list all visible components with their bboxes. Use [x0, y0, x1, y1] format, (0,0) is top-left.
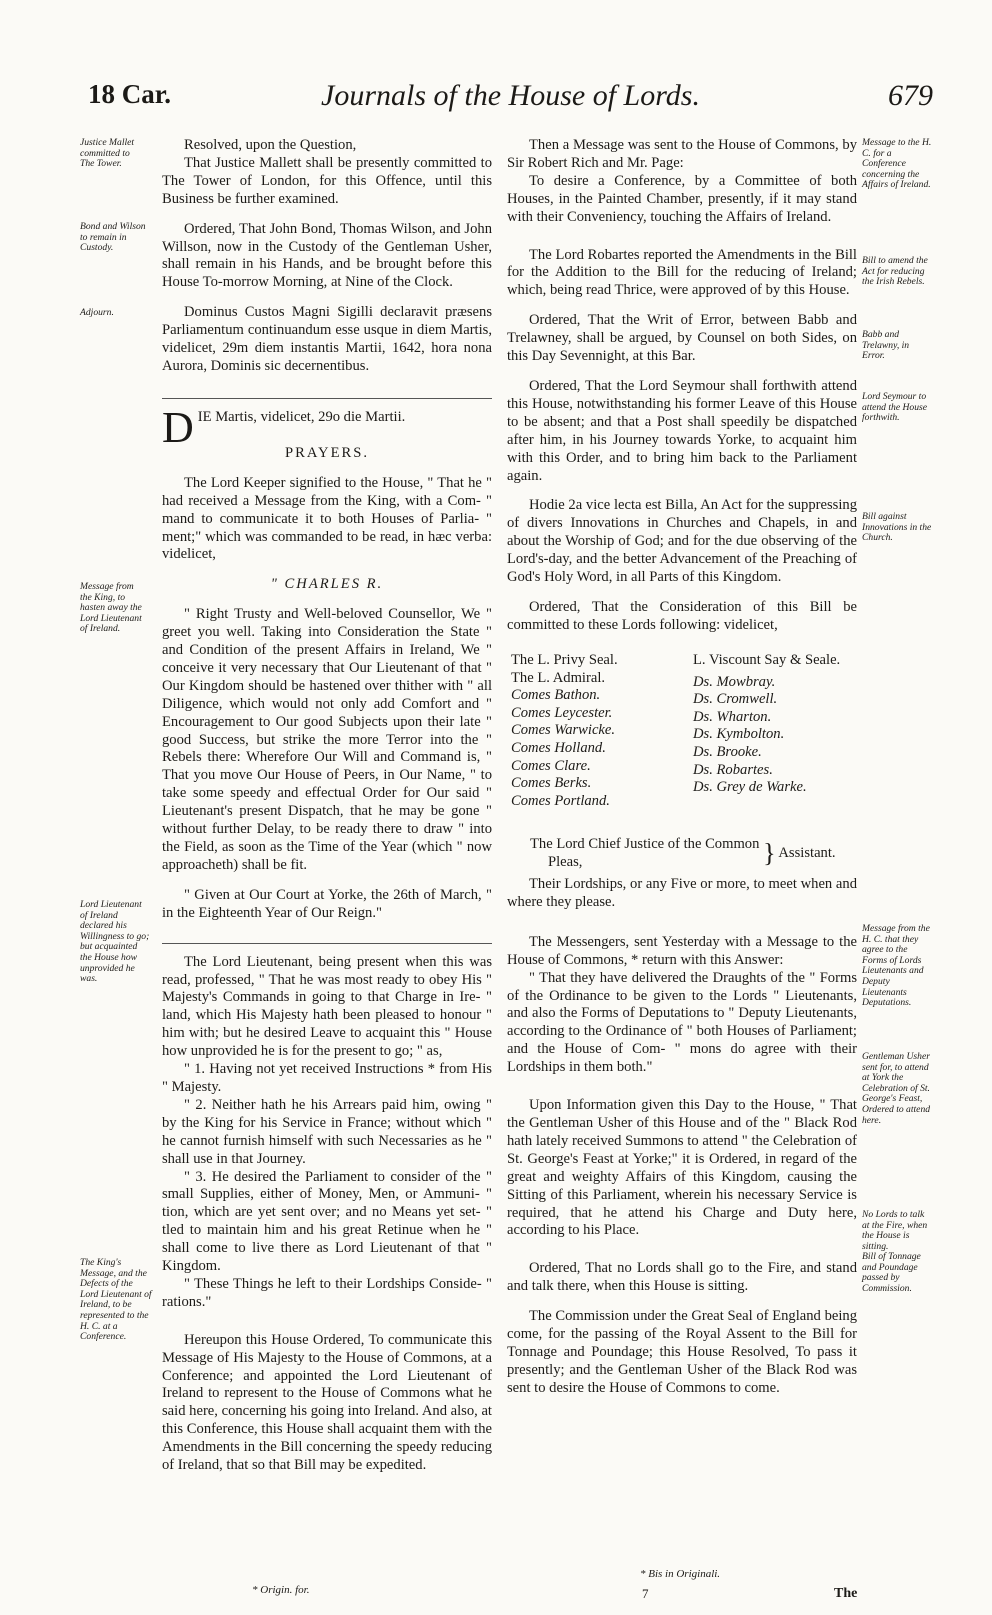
day-heading-text: IE Martis, videlicet, 29o die Martii.: [197, 408, 406, 425]
paragraph: Ordered, That the Consideration of this Bill be committed to these Lords following: videlicet,: [507, 598, 857, 633]
paragraph: The Commission under the Great Seal of England being come, for the passing of the Royal Assent to the Bill for Tonnage and Poundage; this House Resolved, To pass it presently; and the Gentleman Usher of the Black Rod was sent to desire the House of Commons to come.: [507, 1308, 857, 1396]
lord-entry: The L. Admiral.: [511, 669, 606, 686]
paragraph: The Messengers, sent Yesterday with a Message to the House of Commons, * return with this Answer:: [507, 933, 857, 968]
paragraph: Ordered, That no Lords shall go to the Fire, and stand and talk there, when this House is sitting.: [507, 1260, 857, 1295]
paragraph: Ordered, That the Lord Seymour shall forthwith attend this House, notwithstanding his former Leave of this House to be absent; and that a Post shall speedily be dispatched after him, in his Journey towards Yorke, to acquaint him with this Order, and to bring him back to the Parliament again.: [507, 377, 857, 484]
margin-note: Message from the H. C. that they agree to the Forms of Lords Lieutenants and Deputy Lieutenants Deputations.: [862, 923, 930, 1009]
margin-note: Message from the King, to hasten away the Lord Lieutenant of Ireland.: [80, 581, 142, 635]
margin-note: Babb and Trelawny, in Error.: [862, 329, 910, 362]
lord-entry: Comes Portland.: [511, 792, 610, 809]
margin-note: The King's Message, and the Defects of the Lord Lieutenant of Ireland, to be represented to the H. C. at a Conference.: [80, 1257, 152, 1343]
running-title: Journals of the House of Lords.: [321, 79, 700, 112]
lord-entry: Comes Leycester.: [511, 704, 613, 721]
letter-date: " Given at Our Court at Yorke, the 26th of March, " in the Eighteenth Year of Our Reign.": [162, 886, 492, 921]
lord-entry: Comes Bathon.: [511, 687, 601, 704]
paragraph: Upon Information given this Day to the House, " That the Gentleman Usher of this House and of the " Black Rod hath lately received Summons to attend " the Celebration of St. George's Feast at Yorke;" it is Ordered, in regard of the great and weighty Affairs of this Kingdom, causing the Sitting of this Parliament, wherein his necessary Service is required, that he attend his Charge and Duty here, according to his Place.: [507, 1097, 857, 1239]
margin-note: Bond and Wilson to remain in Custody.: [80, 221, 146, 254]
margin-note: No Lords to talk at the Fire, when the House is sitting.: [862, 1209, 928, 1252]
paragraph: Dominus Custos Magni Sigilli declaravit præsens Parliamentum continuandum esse usque in diem Martis, videlicet, 29m diem instantis Martii, 1642, hora nona Aurora, Dominis sic decernentibus.: [162, 304, 492, 374]
margin-note: Adjourn.: [80, 307, 114, 318]
page-number: 679: [888, 79, 933, 112]
lord-entry: Ds. Robartes.: [693, 761, 773, 778]
paragraph: Hereupon this House Ordered, To communicate this Message of His Majesty to the House of Commons, at a Conference; and appointed the Lord Lieutenant of Ireland to represent to the House of Commons what he said here, concerning his going into Ireland. And also, at this Conference, this House shall acquaint them with the Amendments in the Bill concerning the speedy reducing of Ireland, that so that Bill may be expedited.: [162, 1331, 492, 1474]
paragraph: Their Lordships, or any Five or more, to meet when and where they please.: [507, 876, 857, 910]
margin-note: Gentleman Usher sent for, to attend at York the Celebration of St. George's Feast, Ordered to attend here.: [862, 1051, 931, 1126]
drop-cap: D: [162, 402, 194, 452]
paragraph: " That they have delivered the Draughts of the " Forms of the Ordinance to be given to the Lords " Lieutenants, and also the Forms of Deputations to " Deputy Lieutenants, according to the Ordinance of " both Houses of Parliament; and the House of Com- " mons do agree with their Lordships in them both.": [507, 969, 857, 1076]
committee-list-right: [693, 652, 868, 797]
lord-entry: Comes Berks.: [511, 775, 592, 792]
margin-note: Bill to amend the Act for reducing the Irish Rebels.: [862, 255, 928, 288]
paragraph: " 3. He desired the Parliament to consider of the " small Supplies, either of Money, Men, or Ammuni- " tion, which are yet sent over; and no Means yet set- " tled to maintain him and his great Retinue when he " shall come to live there as Lord Lieutenant of that " Kingdom.: [162, 1168, 492, 1275]
letter-body: " Right Trusty and Well-beloved Counsellor, We " greet you well. Taking into Consideration the State " and Condition of the present Affairs in Ireland, We " conceive it very necessary that Our Lieutenant of that " Our Kingdom should be hastened over thither with " all Diligence, which would not only add Comfort and " Encouragement to Our good Subjects upon their late " good Success, but strike the more Terror into the " Rebels there: Wherefore Our Will and Command is, " That you move Our House of Peers, in Our Name, " to take some speedy and effectual Order for Our said " Lieutenant's present Dispatch, that he may be gone " without further Delay, to be ready there to draw " into the Field, as soon as the Time of the Year (which " now approacheth) shall be fit.: [162, 606, 492, 873]
right-column-lower: [507, 876, 857, 1410]
paragraph: The Lord Robartes reported the Amendments in the Bill for the Addition to the Bill for the reducing of Ireland; which, being read Thrice, were approved of by this House.: [507, 246, 857, 299]
assistant-label: Assistant.: [778, 844, 836, 861]
left-column: [162, 137, 492, 1487]
assistant-line: Pleas,: [548, 853, 583, 870]
paragraph: " These Things he left to their Lordships Conside- " rations.": [162, 1275, 492, 1310]
lord-entry: Ds. Mowbray.: [693, 673, 776, 690]
footnote: * Bis in Originali.: [640, 1568, 721, 1580]
paragraph: That Justice Mallett shall be presently committed to The Tower of London, for this Offence, until this Business be further examined.: [162, 154, 492, 207]
lord-entry: Ds. Kymbolton.: [693, 726, 785, 743]
lord-entry: Comes Clare.: [511, 757, 591, 774]
paragraph: Ordered, That John Bond, Thomas Wilson, and John Willson, now in the Custody of the Gentleman Usher, shall remain in his Hands, and be brought before this House To-morrow Morning, at Nine of the Clock.: [162, 220, 492, 291]
footnote: * Origin. for.: [252, 1584, 310, 1596]
lord-entry: Comes Warwicke.: [511, 722, 616, 739]
brace: }: [763, 838, 776, 868]
paragraph: To desire a Conference, by a Committee of both Houses, in the Painted Chamber, presently, if it may stand with their Conveniency, touching the Affairs of Ireland.: [507, 172, 857, 225]
paragraph: Hodie 2a vice lecta est Billa, An Act for the suppressing of divers Innovations in Churches and Chapels, in and about the Worship of God; and for the due observing of the Lord's-day, and the better Advancement of the Preaching of God's Holy Word, in all Parts of this Kingdom.: [507, 497, 857, 586]
assistant-block: [530, 836, 870, 871]
prayers-heading: PRAYERS.: [284, 444, 369, 461]
right-column: [507, 137, 857, 647]
lord-entry: Ds. Brooke.: [693, 743, 762, 760]
signature-mark: 7: [642, 1586, 649, 1601]
paragraph: Then a Message was sent to the House of Commons, by Sir Robert Rich and Mr. Page:: [507, 137, 857, 171]
lord-entry: L. Viscount Say & Seale.: [693, 652, 841, 668]
lord-entry: The L. Privy Seal.: [511, 652, 618, 668]
margin-note: Bill against Innovations in the Church.: [862, 511, 932, 544]
day-heading: [162, 402, 492, 452]
lord-entry: Ds. Grey de Warke.: [693, 779, 807, 796]
margin-note: Message to the H. C. for a Conference concerning the Affairs of Ireland.: [862, 137, 932, 191]
paragraph: " 2. Neither hath he his Arrears paid him, owing " by the King for his Service in France; without which " he cannot furnish himself with such Necessaries as he " shall use in that Journey.: [162, 1096, 492, 1167]
paragraph: The Lord Lieutenant, being present when this was read, professed, " That he was most ready to obey His " Majesty's Commands in going to that Charge in Ire- " land, which His Majesty hath been pleased to honour " him with; but he desired Leave to acquaint this " House how unprovided he is for the present to go; " as,: [162, 953, 492, 1060]
assistant-line: The Lord Chief Justice of the Common: [530, 836, 760, 852]
margin-note: Lord Lieutenant of Ireland declared his Willingness to go; but acquainted the House how unprovided he was.: [80, 899, 150, 985]
margin-note: Lord Seymour to attend the House forthwith.: [862, 391, 928, 424]
margin-note: Justice Mallet committed to The Tower.: [80, 137, 135, 170]
royal-heading: " CHARLES R.: [270, 576, 384, 593]
lord-entry: Ds. Wharton.: [693, 708, 772, 725]
lord-entry: Comes Holland.: [511, 739, 606, 756]
committee-list-left: [511, 652, 691, 810]
catchword: The: [834, 1586, 858, 1601]
divider: [162, 398, 492, 399]
paragraph: Ordered, That the Writ of Error, between Babb and Trelawney, shall be argued, by Counsel on both Sides, on this Day Sevennight, at this Bar.: [507, 312, 857, 365]
lord-entry: Ds. Cromwell.: [693, 691, 778, 708]
paragraph: " 1. Having not yet received Instructions * from His " Majesty.: [162, 1061, 492, 1095]
paragraph: The Lord Keeper signified to the House, " That he " had received a Message from the King, with a Com- " mand to communicate it to both Houses of Parlia- " ment;" which was commanded to be read, in hæc verba: videlicet,: [162, 474, 492, 563]
paragraph: Resolved, upon the Question,: [184, 137, 357, 153]
regnal-year: 18 Car.: [88, 79, 172, 109]
margin-note: Bill of Tonnage and Poundage passed by Commission.: [862, 1251, 921, 1294]
divider: [162, 943, 492, 944]
page-header: [88, 75, 933, 119]
